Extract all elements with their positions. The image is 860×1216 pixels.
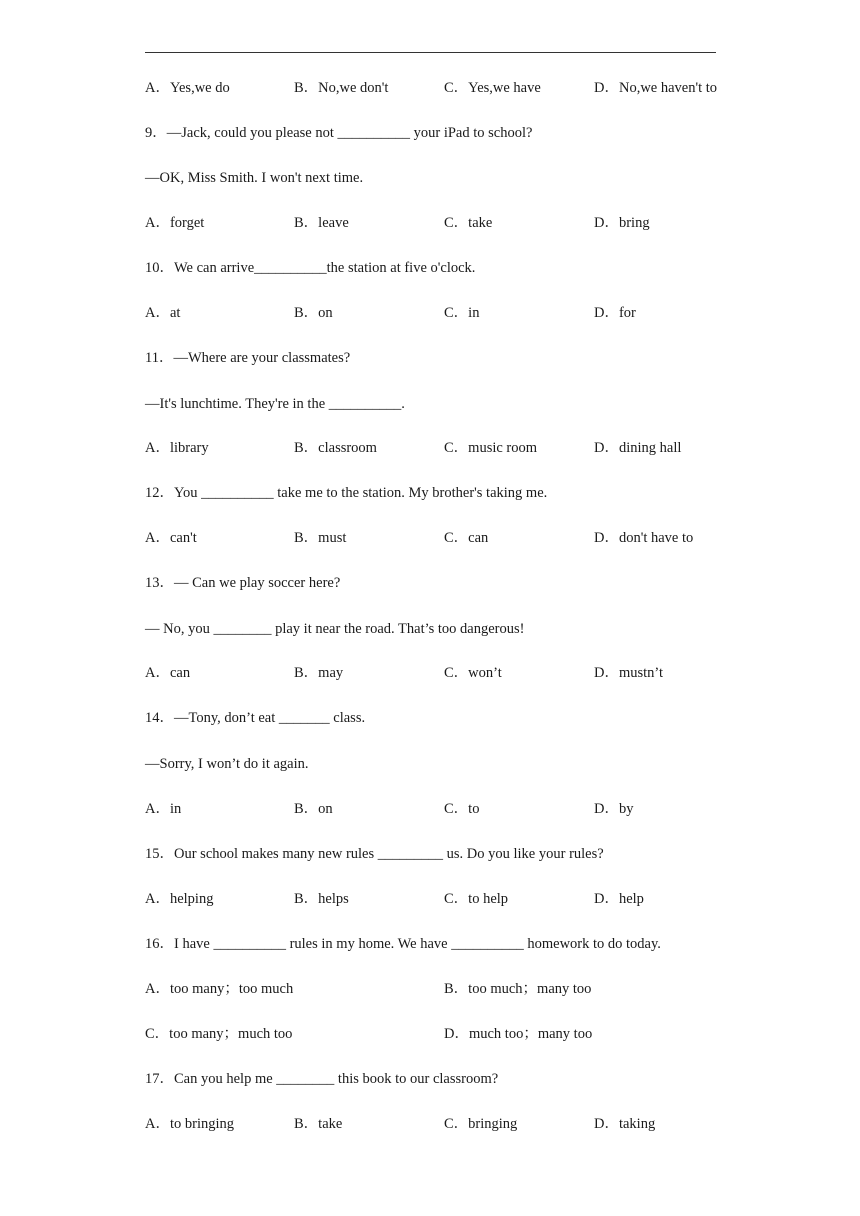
question-stem: 13．— Can we play soccer here? bbox=[145, 575, 341, 591]
question-stem: 10．We can arrive__________the station at five o'clock. bbox=[145, 260, 476, 276]
option-a[interactable]: A．too many；too much bbox=[145, 981, 294, 997]
option-b[interactable]: B．helps bbox=[294, 891, 349, 907]
option-b[interactable]: B．leave bbox=[294, 215, 349, 231]
option-c[interactable]: C．in bbox=[444, 305, 480, 321]
option-d[interactable]: D．dining hall bbox=[594, 440, 682, 456]
option-b[interactable]: B．No,we don't bbox=[294, 80, 389, 96]
question-stem: 16．I have __________ rules in my home. We have __________ homework to do today. bbox=[145, 936, 661, 952]
option-b[interactable]: B．on bbox=[294, 801, 333, 817]
option-b[interactable]: B．classroom bbox=[294, 440, 377, 456]
option-a[interactable]: A．can bbox=[145, 665, 191, 681]
option-a[interactable]: A．helping bbox=[145, 891, 214, 907]
option-c[interactable]: C．can bbox=[444, 530, 489, 546]
option-d[interactable]: D．taking bbox=[594, 1116, 656, 1132]
question-stem: 14．—Tony, don’t eat _______ class. bbox=[145, 710, 366, 726]
question-response: — No, you ________ play it near the road. That’s too dangerous! bbox=[145, 621, 525, 637]
option-d[interactable]: D．help bbox=[594, 891, 644, 907]
option-a[interactable]: A．Yes,we do bbox=[145, 80, 230, 96]
option-c[interactable]: C．too many；much too bbox=[145, 1026, 293, 1042]
option-d[interactable]: D．bring bbox=[594, 215, 650, 231]
question-stem: 15．Our school makes many new rules _________ us. Do you like your rules? bbox=[145, 846, 604, 862]
option-d[interactable]: D．mustn’t bbox=[594, 665, 664, 681]
question-stem: 17．Can you help me ________ this book to our classroom? bbox=[145, 1071, 499, 1087]
header-rule bbox=[145, 52, 716, 53]
option-c[interactable]: C．bringing bbox=[444, 1116, 518, 1132]
option-a[interactable]: A．at bbox=[145, 305, 181, 321]
question-response: —Sorry, I won’t do it again. bbox=[145, 756, 309, 772]
option-b[interactable]: B．may bbox=[294, 665, 344, 681]
option-c[interactable]: C．won’t bbox=[444, 665, 502, 681]
question-response: —It's lunchtime. They're in the __________. bbox=[145, 396, 405, 412]
option-c[interactable]: C．Yes,we have bbox=[444, 80, 541, 96]
option-a[interactable]: A．library bbox=[145, 440, 209, 456]
option-b[interactable]: B．must bbox=[294, 530, 347, 546]
question-stem: 12．You __________ take me to the station. My brother's taking me. bbox=[145, 485, 548, 501]
option-a[interactable]: A．forget bbox=[145, 215, 205, 231]
question-stem: 9．—Jack, could you please not __________ your iPad to school? bbox=[145, 125, 533, 141]
option-a[interactable]: A．can't bbox=[145, 530, 197, 546]
option-c[interactable]: C．take bbox=[444, 215, 493, 231]
option-d[interactable]: D．by bbox=[594, 801, 634, 817]
option-d[interactable]: D．much too；many too bbox=[444, 1026, 593, 1042]
option-b[interactable]: B．on bbox=[294, 305, 333, 321]
option-c[interactable]: C．music room bbox=[444, 440, 538, 456]
option-a[interactable]: A．to bringing bbox=[145, 1116, 235, 1132]
question-response: —OK, Miss Smith. I won't next time. bbox=[145, 170, 364, 186]
question-stem: 11．—Where are your classmates? bbox=[145, 350, 351, 366]
option-d[interactable]: D．don't have to bbox=[594, 530, 694, 546]
option-c[interactable]: C．to help bbox=[444, 891, 509, 907]
option-c[interactable]: C．to bbox=[444, 801, 480, 817]
option-d[interactable]: D．for bbox=[594, 305, 636, 321]
option-b[interactable]: B．take bbox=[294, 1116, 343, 1132]
option-a[interactable]: A．in bbox=[145, 801, 182, 817]
option-d[interactable]: D．No,we haven't to bbox=[594, 80, 718, 96]
option-b[interactable]: B．too much；many too bbox=[444, 981, 592, 997]
